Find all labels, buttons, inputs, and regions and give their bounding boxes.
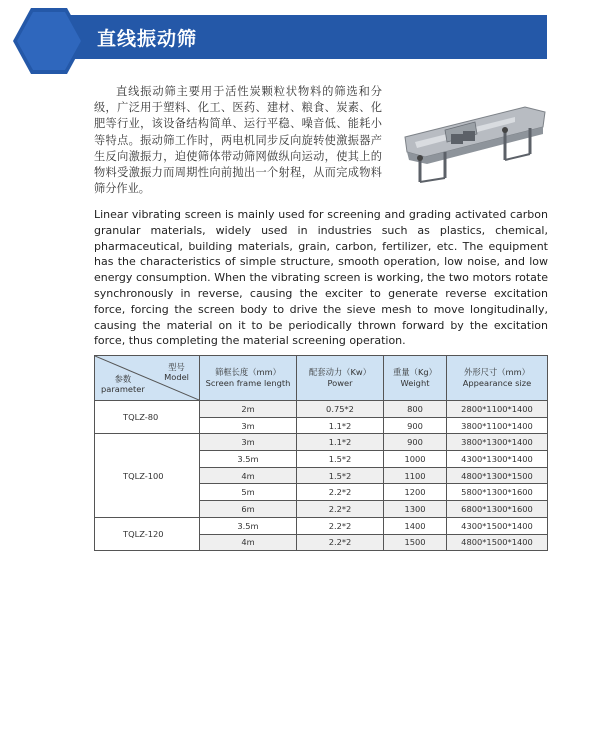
intro-english: Linear vibrating screen is mainly used for screening and grading activated carbon granular materials, widely used in industries such as plastics, chemical, pharmaceutical, building materials, grain, carbon, fertilizer, etc. The equipment has the characteristics of simple structure, smooth operation, low noise, and low energy consumption. When the vibrating screen is working, the two motors rotate synchronously in reverse, causing the exciter to generate reverse excitation force, forcing the screen body to drive the sieve mesh to move longitudinally, causing the material on it to be periodically thrown forward by the excitation force, thus completing the material screening operation. (94, 208, 548, 348)
vibrating-screen-image (385, 82, 550, 192)
table-cell: 1300 (384, 501, 447, 518)
table-cell: 900 (384, 434, 447, 451)
table-cell: 4300*1500*1400 (447, 517, 548, 534)
table-cell: 5m (200, 484, 297, 501)
table-cell: 2800*1100*1400 (447, 401, 548, 418)
page-title: 直线振动筛 (97, 28, 198, 50)
column-header-power: 配套动力（Kw） Power (297, 356, 384, 401)
table-cell: 3800*1300*1400 (447, 434, 548, 451)
table-cell: 800 (384, 401, 447, 418)
spec-table (94, 355, 548, 551)
table-row (95, 434, 548, 451)
model-cell: TQLZ-120 (95, 517, 200, 550)
table-cell: 1000 (384, 451, 447, 468)
column-header-appearance-size: 外形尺寸（mm） Appearance size (447, 356, 548, 401)
corner-param-label: 参数 parameter (101, 374, 145, 394)
table-cell: 3.5m (200, 451, 297, 468)
table-cell: 1.5*2 (297, 451, 384, 468)
table-cell: 3m (200, 417, 297, 434)
table-cell: 4m (200, 467, 297, 484)
table-cell: 4800*1300*1500 (447, 467, 548, 484)
table-corner-header (95, 356, 200, 401)
table-cell: 1.1*2 (297, 434, 384, 451)
table-row (95, 401, 548, 418)
table-cell: 3.5m (200, 517, 297, 534)
table-row (95, 517, 548, 534)
table-cell: 2m (200, 401, 297, 418)
table-cell: 2.2*2 (297, 501, 384, 518)
table-cell: 4300*1300*1400 (447, 451, 548, 468)
table-cell: 1.5*2 (297, 467, 384, 484)
table-cell: 5800*1300*1600 (447, 484, 548, 501)
table-cell: 6800*1300*1600 (447, 501, 548, 518)
table-cell: 6m (200, 501, 297, 518)
table-cell: 1200 (384, 484, 447, 501)
model-cell: TQLZ-100 (95, 434, 200, 517)
table-cell: 1500 (384, 534, 447, 551)
corner-model-label: 型号 Model (164, 362, 189, 382)
table-cell: 2.2*2 (297, 534, 384, 551)
table-cell: 2.2*2 (297, 517, 384, 534)
table-cell: 4m (200, 534, 297, 551)
model-cell: TQLZ-80 (95, 401, 200, 434)
column-header-weight: 重量（Kg） Weight (384, 356, 447, 401)
table-cell: 3m (200, 434, 297, 451)
table-cell: 2.2*2 (297, 484, 384, 501)
column-header-frame-length: 筛框长度（mm） Screen frame length (200, 356, 297, 401)
table-cell: 4800*1500*1400 (447, 534, 548, 551)
table-cell: 1.1*2 (297, 417, 384, 434)
table-cell: 0.75*2 (297, 401, 384, 418)
table-cell: 1100 (384, 467, 447, 484)
intro-chinese: 直线振动筛主要用于活性炭颗粒状物料的筛选和分级，广泛用于塑料、化工、医药、建材、粮食、炭素、化肥等行业，该设备结构简单、运行平稳、噪音低、能耗小等特点。振动筛工作时，两电机同步反向旋转使激振器产生反向激振力，迫使筛体带动筛网做纵向运动，使其上的物料受激振力而周期性向前抛出一个射程，从而完成物料筛分作业。 (94, 85, 382, 196)
table-cell: 900 (384, 417, 447, 434)
table-cell: 3800*1100*1400 (447, 417, 548, 434)
table-cell: 1400 (384, 517, 447, 534)
